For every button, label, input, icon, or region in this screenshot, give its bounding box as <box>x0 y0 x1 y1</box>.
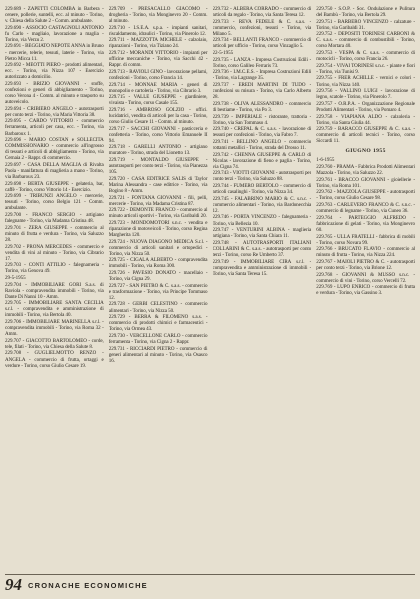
register-entry: 229.702 - PRONA MERCEDES - commercio e vendita di vini al minuto - Torino, via Cibrario 17. <box>5 243 104 262</box>
register-entry: 229.736 - I.M.C.E.S. - Impresa Costruzioni Edili - Torino, via Lagrange 35. <box>212 69 312 82</box>
column-1 <box>5 6 104 578</box>
register-entry: 229.738 - OLIVA ALESSANDRO - commercio di bestiame - Torino, via Po 3. <box>212 100 312 113</box>
register-columns <box>5 6 415 578</box>
register-entry: 229.737 - EREDI MARTINI DI TUDO - confezioni su misura - Torino, via Carlo Alberto 28. <box>212 82 312 101</box>
page-footer <box>5 574 415 595</box>
register-entry: 229.704 - IMMOBILIARE GORI S.a.s. di Raviola - compravendita immobili - Torino, via Dante Di Nanni 10 - Amm. <box>5 281 104 300</box>
register-entry: 229.723 - MONDOMOTORI s.n.c. - vendita e riparazione di motoveicoli - Torino, corso Regina Margherita 120. <box>108 219 208 238</box>
register-entry: 229.743 - VIOTTI GIOVANNI - autotrasporti per conto terzi - Torino, via Saluzzo 88. <box>212 170 312 183</box>
register-entry: 229.726 - PAVESIO DONATO - macellaio - Torino, via Cigna 29. <box>108 270 208 283</box>
register-entry: 229.732 - ALBERA CORRADO - commercio di articoli da regalo - Torino, via Santa Teresa 12. <box>212 6 312 19</box>
register-entry: 229.727 - SAN PIETRO & C. s.a.s. - commercio e trasformazione - Torino, via Principe Tommaso 12. <box>108 282 208 301</box>
register-entry: 229.716 - AMBROSO GOLZIO - offici. lucidatrici, vendita di articoli per la casa - Torino, corso Giulio Cesare 11 - Comm. al minuto. <box>108 106 208 125</box>
register-entry: 229.765 - ULLA FRATELLI - fabbrica di mobili - Torino, corso Novara 99. <box>316 233 415 246</box>
register-entry: 229.761 - BRACCO GIOVANNI - gioiellerie - Torino, via Roma 101. <box>316 176 415 189</box>
register-entry: 229.734 - BELLANTI FRANCO - commercio di articoli per ufficio - Torino, corso Vinzaglio 5. <box>212 37 312 50</box>
register-entry: 229.748 - AUTOTRASPORTI ITALIANI COLLARINI & C. s.a.s. - autotrasporti per conto terzi - Torino, corso Re Umberto 37. <box>212 239 312 258</box>
register-entry: 229.744 - FUMERO BERTOLO - commercio di articoli casalinghi - Torino, via Nizza 34. <box>212 183 312 196</box>
register-entry: 229.700 - FRANCO SERGIO - artigiano falegname - Torino, via Madama Cristina 48. <box>5 212 104 225</box>
register-entry: 229.701 - ZERA GIUSEPPE - commercio al minuto di frutta e verdura - Torino, via Saluzzo 28. <box>5 224 104 243</box>
journal-title: CRONACHE ECONOMICHE <box>28 580 148 590</box>
register-entry: 229.757 - O.R.P.A. - Organizzazione Regionale Prodotti Alimentari - Torino, via Pomaro 4. <box>316 100 415 113</box>
register-entry: 229.720 - CASA EDITRICE SALIS di Taylor Marina Alessandra - case editrice - Torino, via Bogino 8 - Amm. <box>108 175 208 194</box>
register-entry: 229.719 - MONTALDO GIUSEPPE - autotrasporti per conto terzi - Torino, via Pianezza 105. <box>108 157 208 176</box>
register-entry: 229.713 - RAVIOLI GINO - lavorazione pellami, confezioni - Torino, corso Francia 14. <box>108 68 208 81</box>
register-entry: 229.742 - CHENNA GIUSEPPE & CARLO di Nicolas - lavorazione di fieno e paglia - Torino, via Cigna 74. <box>212 151 312 170</box>
register-entry: 229.699 - TRIBUNZI ANGELO - mercerie, tessuti - Torino, corso Belgio 121 - Comm. ambulante. <box>5 193 104 212</box>
register-entry: 229.747 - VENTURINI ALBINA - maglieria artigiana - Torino, via Santa Chiara 11. <box>212 227 312 240</box>
register-entry: 229.721 - FONTANA GIOVANNI - fili, pelli, mercerie - Torino, via Madama Cristina 87. <box>108 194 208 207</box>
register-entry: 229.689 - ZAPETTI COLOMBA in Barbera - cenere, pollerie, suntelli, ecc. al minuto - Torino, v. Chiesa della Salute 2 - Comm. ambulante. <box>5 6 104 25</box>
register-entry: 229.694 - CRIBIERO ANGELO - autotrasporti per conto terzi - Torino, via Maria Vittoria 38. <box>5 105 104 118</box>
register-entry: 229.751 - BARBERO VINCENZO - calzature - Torino, via Garibaldi 31. <box>316 18 415 31</box>
register-entry: 229.739 - IMPERIALE - ristorante, trattoria - Torino, via San Tommaso 4. <box>212 113 312 126</box>
register-entry: 229.746 - PORTA VINCENZO - falegnameria - Torino, via Bellezia 10. <box>212 214 312 227</box>
register-entry: 229.696 - MARIO COSTAN e SOLLECITA COMMISSIONARIO - commercio all'ingrosso di tessuti e articoli di abbigliamento - Torino, via Cernaia 2 - Rappr. di commercio. <box>5 137 104 162</box>
register-entry: 229.768 - GIOVANNI & MUSSO s.n.c. - commercio di vini - Torino, corso Vercelli 72. <box>316 271 415 284</box>
register-entry: 229.735 - LANZA - Impresa Costruzioni Edili - Torino, corso Galileo Ferraris 73. <box>212 56 312 69</box>
register-entry: 229.697 - CASA DELLA MAGLIA di Rivalta Paola - manifattura di maglieria a mano - Torino, via Barbaroux 23. <box>5 161 104 181</box>
register-entry: 229.698 - BERTA GIUSEPPE - gelateria, bar, caffè - Torino, corso Vittorio 14 - Esercizio. <box>5 180 104 193</box>
register-entry: 229.712 - MORANDI VITTORIO - impianti per officine meccaniche - Torino, via Sacchi 42 - Rappr. di comm. <box>108 50 208 69</box>
page-number: 94 <box>5 575 22 594</box>
register-entry: 229.740 - CREPAL & C. s.a.s. - lavorazione di tessuti per confezioni - Torino, via Fabro 7. <box>212 126 312 139</box>
column-3 <box>213 6 312 578</box>
register-entry: 229.729 - BERRA & FILOMENO s.a.s. - commercio di prodotti chimici e farmaceutici - Torino, via Ormea 43. <box>108 314 208 333</box>
register-entry: 229.692 - MEOTTI PIERO - prodotti alimentari, ecc. - Torino, via Nizza 107 - Esercizio autorizzato a domicilio. <box>5 62 104 81</box>
register-entry: 229.762 - MAZZOLA GIUSEPPE - autotrasporti - Torino, corso Giulio Cesare 98. <box>316 189 415 202</box>
register-entry: 29-5-1955 <box>5 274 26 281</box>
register-entry: 229.728 - GERBI CELESTINO - commercio alimentari - Torino, via Nizza 50. <box>108 301 208 314</box>
register-entry: 229.764 - PARTEGGIO ALFREDO - fabbricazione di gelati - Torino, via Monginevro 60. <box>316 214 415 233</box>
register-entry: 229.753 - VESPA & C. s.a.s. - commercio di motocicli - Torino, corso Francia 26. <box>316 50 415 63</box>
register-entry: 229.754 - VIVAI TORINESI s.n.c. - piante e fiori - Torino, via Tunisi 9. <box>316 62 415 75</box>
register-entry: 229.715 - VALLE GIUSEPPE - giardiniere, vivaista - Torino, corso Casale 155. <box>108 94 208 107</box>
section-heading: GIUGNO 1955 <box>345 148 386 155</box>
register-entry: 229.695 - CARDO VITTORIO - commercio ferramenta, articoli per casa, ecc. - Torino, via Barbaroux 1. <box>5 118 104 137</box>
register-entry: 229.766 - BRUCATO FLAVIO - commercio al minuto di frutta - Torino, via Nizza 224. <box>316 246 415 259</box>
register-entry: 229.731 - RICCIARDI PIETRO - commercio di generi alimentari al minuto - Torino, via Osasco 16. <box>108 345 208 364</box>
register-entry: 229.706 - IMMOBILIARE MARINELLA s.r.l. - compravendita immobili - Torino, via Roma 32 - Amm. <box>5 319 104 338</box>
register-entry: 229.709 - PRESACALLO GIACOMO - drogheria - Torino, via Monginevro 20 - Comm. al minuto. <box>108 6 208 25</box>
register-entry: 229.691 - BEGGIATO NEPOTE ANNA in Bruno - mercerie, telerie, tessuti, laterie - Torino, via Pietro Micca 11. <box>5 43 104 62</box>
register-entry: 229.752 - DEPOSITI TORINESI CARBONI & C. s.a.s. - commercio di combustibili - Torino, corso Mortara 40. <box>316 31 415 50</box>
register-entry: 229.722 - DEMONTE FRANCO - commercio al minuto articoli sportivi - Torino, via Garibaldi 20. <box>108 207 208 220</box>
register-entry: 229.741 - BELLINO ANGELO - commercio rottami metallici - Torino, strada del Drosso 11. <box>212 138 312 151</box>
register-entry: 229.703 - CONTI ATTILIO - falegnameria - Torino, via Genova 49. <box>5 262 104 275</box>
register-entry: 229.745 - FALABRINO MARIO & C. s.n.c. - commercio alimentari - Torino, via Bardonecchia 12. <box>212 195 312 214</box>
register-entry: 229.755 - FRER ACHILLE - vernici e colori - Torino, via Nizza 140. <box>316 75 415 88</box>
register-entry: 229.711 - MAZZOTTA MICHELE - calzolaio, riparazioni - Torino, via Tiziano 24. <box>108 37 208 50</box>
register-entry: 229.708 - GUGLIELMOTTO RENZO - ANGELA - commercio di frutta, ortaggi e verdure - Torino, corso Giulio Cesare 19. <box>5 350 104 369</box>
register-entry: 1-6-1955 <box>316 157 335 164</box>
register-entry: 229.730 - VERCELLONE CARLO - commercio ferramenta - Torino, via Cigna 2 - Rappr. <box>108 332 208 345</box>
register-entry: 229.690 - ASSOCIO CASTAGNOLI ANTONIO fu Carlo - magliaio, lavorazione a maglia - Torino, via Verzu 2. <box>5 24 104 43</box>
register-entry: 229.733 - REVA FEDELE & C. s.a.s. - commercio, confezioni, tessuti - Torino, via Milano 5. <box>212 18 312 37</box>
register-entry: 229.710 - I.S.E.A. s.p.a. - impianti sanitari, riscaldamento, idraulici - Torino, via Pinerolo 12. <box>108 24 208 37</box>
column-2 <box>109 6 208 578</box>
register-entry: 229.758 - VIAPIANA ALDO - calzoleria - Torino, via Santa Giulia 44. <box>316 113 415 126</box>
register-entry: 229.724 - NUOVA DIAGONO MEDICA S.r.l. - commercio di articoli sanitari e ortopedici - Torino, via Nizza 50. <box>108 238 208 257</box>
register-entry: 229.749 - IMMOBILIARE CIRA s.r.l. - compravendita e amministrazione di immobili - Torino, via Santa Teresa 15. <box>212 258 312 277</box>
register-entry: 229.705 - IMMOBILIARE SANTA CECILIA s.r.l. - compravendita e amministrazione di immobili - Torino, via Bertola 40. <box>5 300 104 319</box>
register-entry: 229.714 - MONNAE MARIA - generi di monopolio e cartoleria - Torino, via Cibrario 3. <box>108 81 208 94</box>
register-entry: 229.759 - BARACCO GIUSEPPE & C. s.a.s. - commercio di articoli tecnici - Torino, corso Siccardi 11. <box>316 126 415 145</box>
register-entry: 229.750 - S.O.P. - Soc. Ondulazione e Pulitura del Bambù - Torino, via Bertola 29. <box>316 6 415 19</box>
column-4 <box>316 6 415 578</box>
register-entry: 229.707 - GIACOTTO BARTOLOMEO - corde, tele, filati - Torino, via Chiesa della Salute 8. <box>5 337 104 350</box>
register-entry: 229.760 - PRAMA - Fabbrica Prodotti Alimentari Mazzola - Torino, via Saluzzo 22. <box>316 164 415 177</box>
register-entry: 22-5-1955 <box>212 50 234 57</box>
register-entry: 229.767 - MAIOLI PIETRO & C. - autotrasporti per conto terzi - Torino, via Brione 12. <box>316 258 415 271</box>
register-entry: 229.718 - GARELLI ANTONIO - artigiano muratore - Torino, strada del Lionetto 13. <box>108 144 208 157</box>
register-entry: 229.717 - SACCHI GIOVANNI - pasticceria e confetteria - Torino, corso Vittorio Emanuele II 94. <box>108 125 208 144</box>
register-entry: 229.693 - BRIZIO GIOVANNI - stoffe, confezioni e generi di abbigliamento - Torino, corso Verona 4 - Comm. al minuto e trasporto su autoveicolo. <box>5 80 104 106</box>
register-entry: 229.769 - LUPO ENRICO - commercio di frutta e verdura - Torino, via Gassino 3. <box>316 284 415 297</box>
register-entry: 229.763 - CARLEVERO FRANCO & C. s.n.c. - commercio di legname - Torino, via Cuneo 36. <box>316 202 415 215</box>
register-entry: 229.725 - CIGALA ALBERTO - compravendita immobili - Torino, via Roma 300. <box>108 257 208 270</box>
register-entry: 229.756 - VALLINO LUIGI - lavorazione di legno, scatole - Torino, via Pinerolo 7. <box>316 88 415 101</box>
